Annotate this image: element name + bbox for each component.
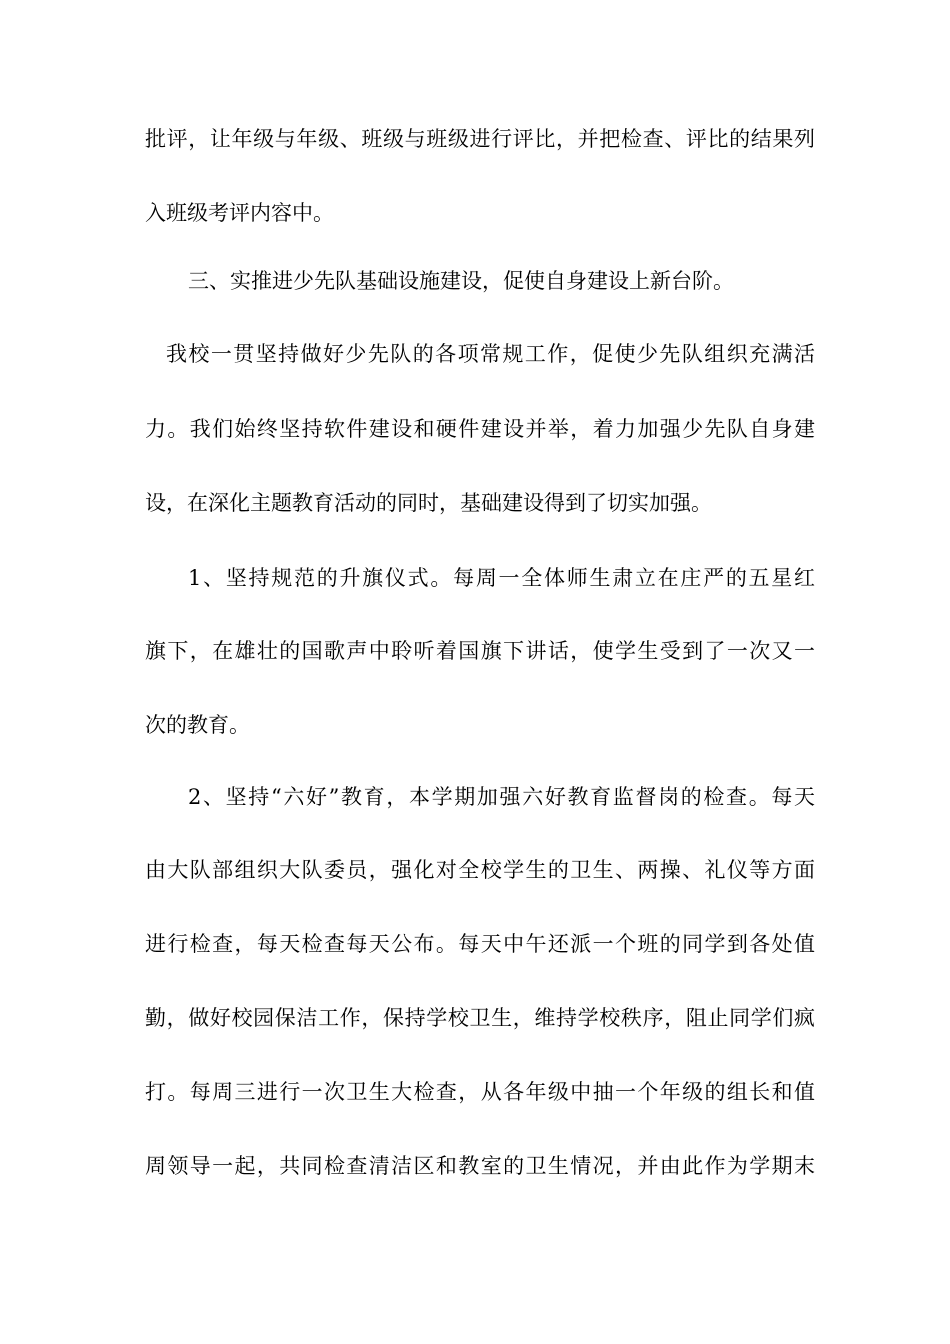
- text-line: 旗下，在雄壮的国歌声中聆听着国旗下讲话，使学生受到了一次又一: [145, 639, 815, 663]
- text-line: 力。我们始终坚持软件建设和硬件建设并举，着力加强少先队自身建: [145, 417, 815, 441]
- text-line: 打。每周三进行一次卫生大检查，从各年级中抽一个年级的组长和值: [145, 1080, 815, 1104]
- text-line: 设，在深化主题教育活动的同时，基础建设得到了切实加强。: [145, 491, 712, 515]
- text-line: 进行检查，每天检查每天公布。每天中午还派一个班的同学到各处值: [145, 932, 815, 956]
- text-line: 勤，做好校园保洁工作，保持学校卫生，维持学校秩序，阻止同学们疯: [145, 1006, 815, 1030]
- text-line: 由大队部组织大队委员，强化对全校学生的卫生、两操、礼仪等方面: [145, 858, 815, 882]
- text-line: 批评，让年级与年级、班级与班级进行评比，并把检查、评比的结果列: [145, 127, 815, 151]
- text-line: 入班级考评内容中。: [145, 201, 334, 225]
- text-line: 2、坚持“六好”教育，本学期加强六好教育监督岗的检查。每天: [188, 785, 815, 809]
- text-line: 我校一贯坚持做好少先队的各项常规工作，促使少先队组织充满活: [166, 342, 815, 366]
- text-line: 次的教育。: [145, 713, 250, 737]
- section-heading: 三、实推进少先队基础设施建设，促使自身建设上新台阶。: [188, 269, 734, 293]
- text-line: 周领导一起，共同检查清洁区和教室的卫生情况，并由此作为学期末: [145, 1154, 815, 1178]
- text-line: 1、坚持规范的升旗仪式。每周一全体师生肃立在庄严的五星红: [188, 566, 815, 590]
